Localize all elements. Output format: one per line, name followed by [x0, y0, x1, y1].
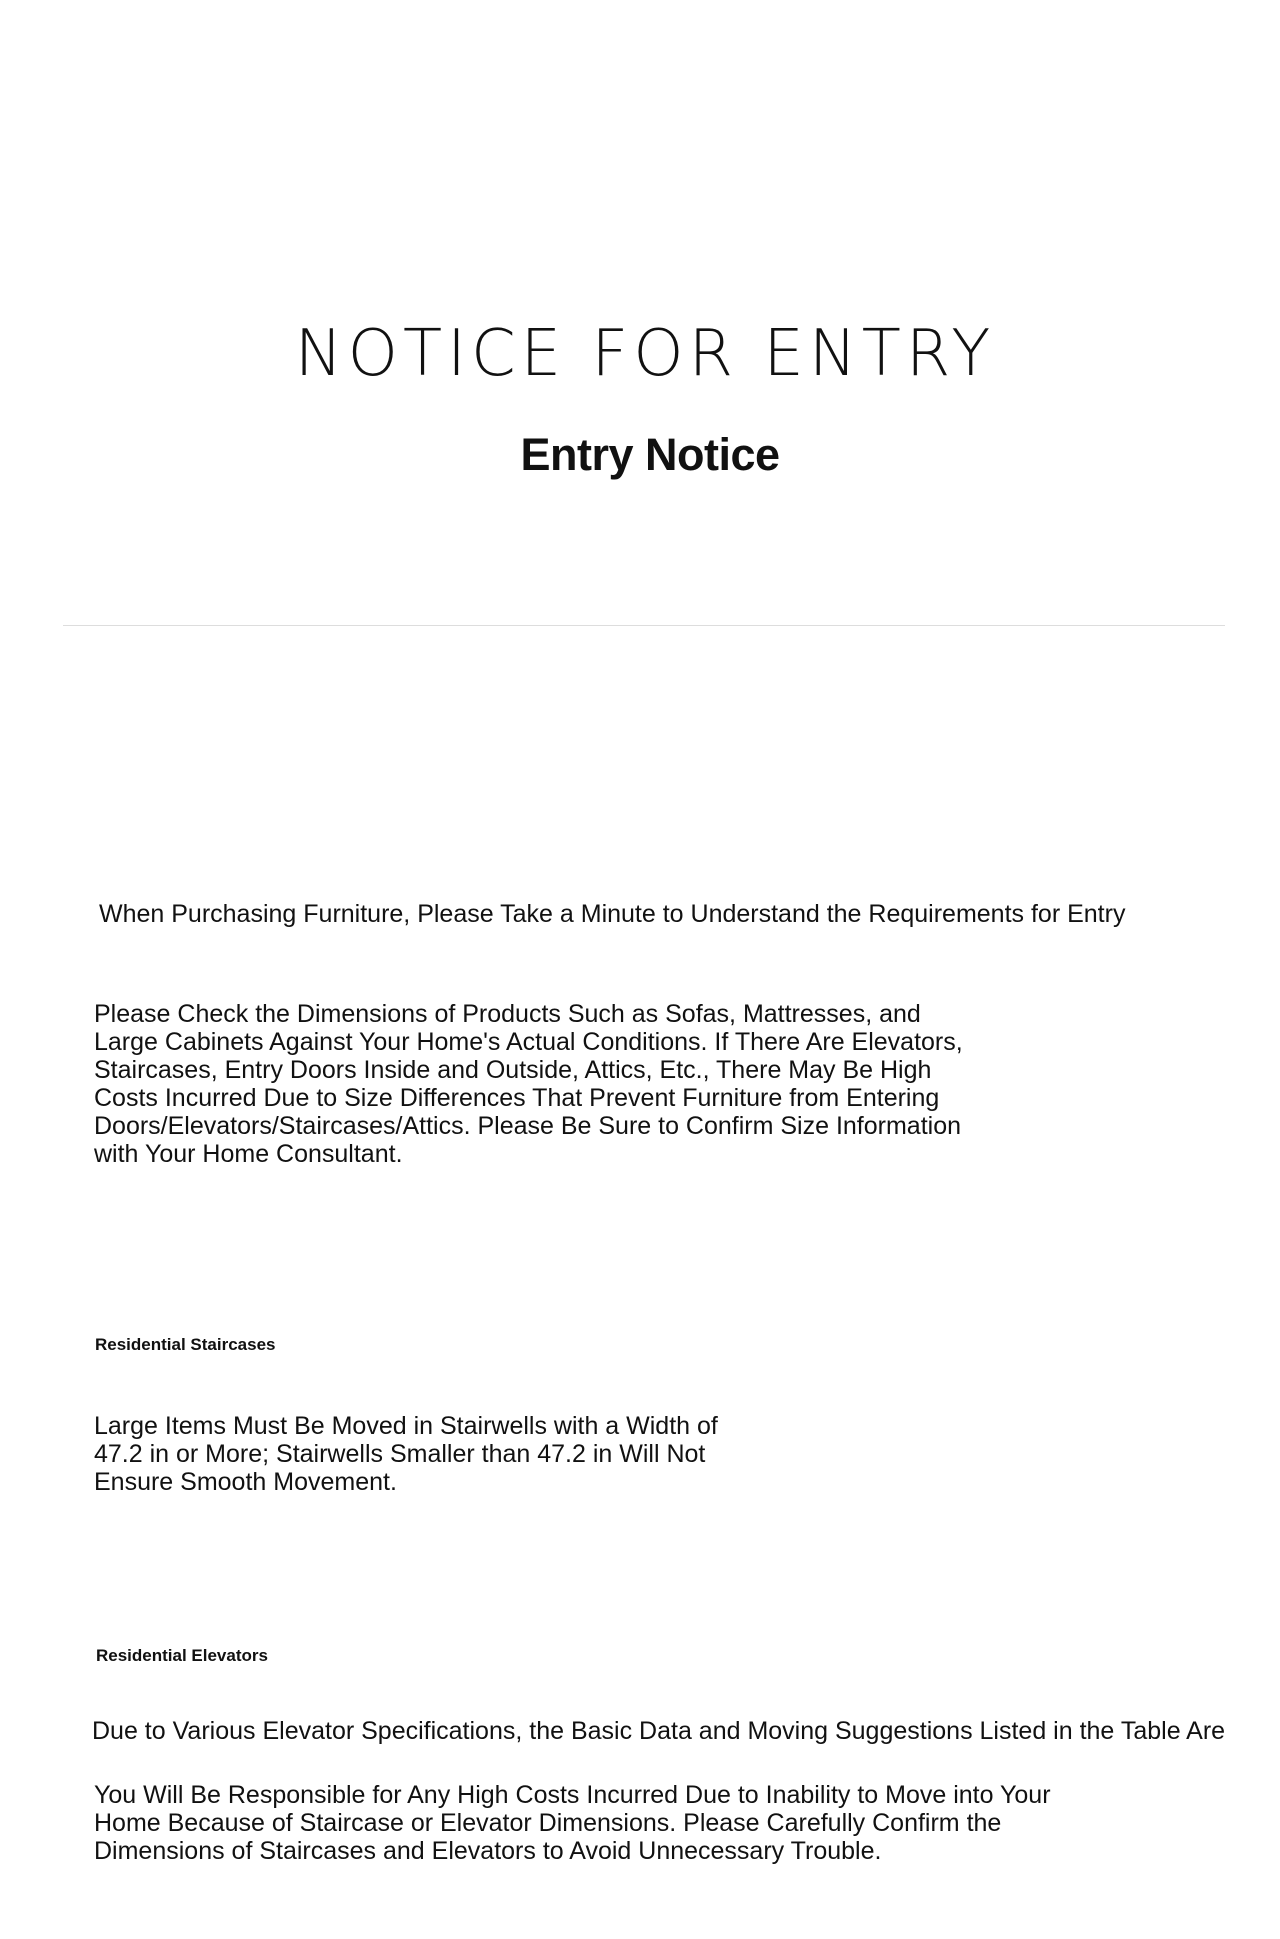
staircases-heading: Residential Staircases — [95, 1335, 276, 1354]
elevators-heading: Residential Elevators — [96, 1646, 268, 1665]
page-subtitle: Entry Notice — [520, 429, 780, 480]
responsibility-paragraph: You Will Be Responsible for Any High Costs Incurred Due to Inability to Move into Your Home Because of Staircase or Elevator Dimensions. Please Carefully Confirm the Dimensions of Staircases and Elevators to Avoid Unnecessary Trouble. — [94, 1781, 1051, 1865]
elevators-paragraph: Due to Various Elevator Specifications, the Basic Data and Moving Suggestions Listed in the Table Are — [92, 1717, 1226, 1745]
page-title: NOTICE FOR ENTRY — [294, 317, 996, 391]
intro-lead: When Purchasing Furniture, Please Take a Minute to Understand the Requirements for Entry — [99, 900, 1126, 928]
staircases-paragraph: Large Items Must Be Moved in Stairwells with a Width of 47.2 in or More; Stairwells Smaller than 47.2 in Will Not Ensure Smooth Movement. — [94, 1412, 718, 1496]
divider — [63, 625, 1225, 626]
intro-paragraph: Please Check the Dimensions of Products Such as Sofas, Mattresses, and Large Cabinets Against Your Home's Actual Conditions. If There Are Elevators, Staircases, Entry Doors Inside and Outside, Attics, Etc., There May Be High Costs Incurred Due to Size Differences That Prevent Furniture from Entering Doors/Elevators/Staircases/Attics. Please Be Sure to Confirm Size Information with Your Home Consultant. — [94, 1000, 963, 1168]
